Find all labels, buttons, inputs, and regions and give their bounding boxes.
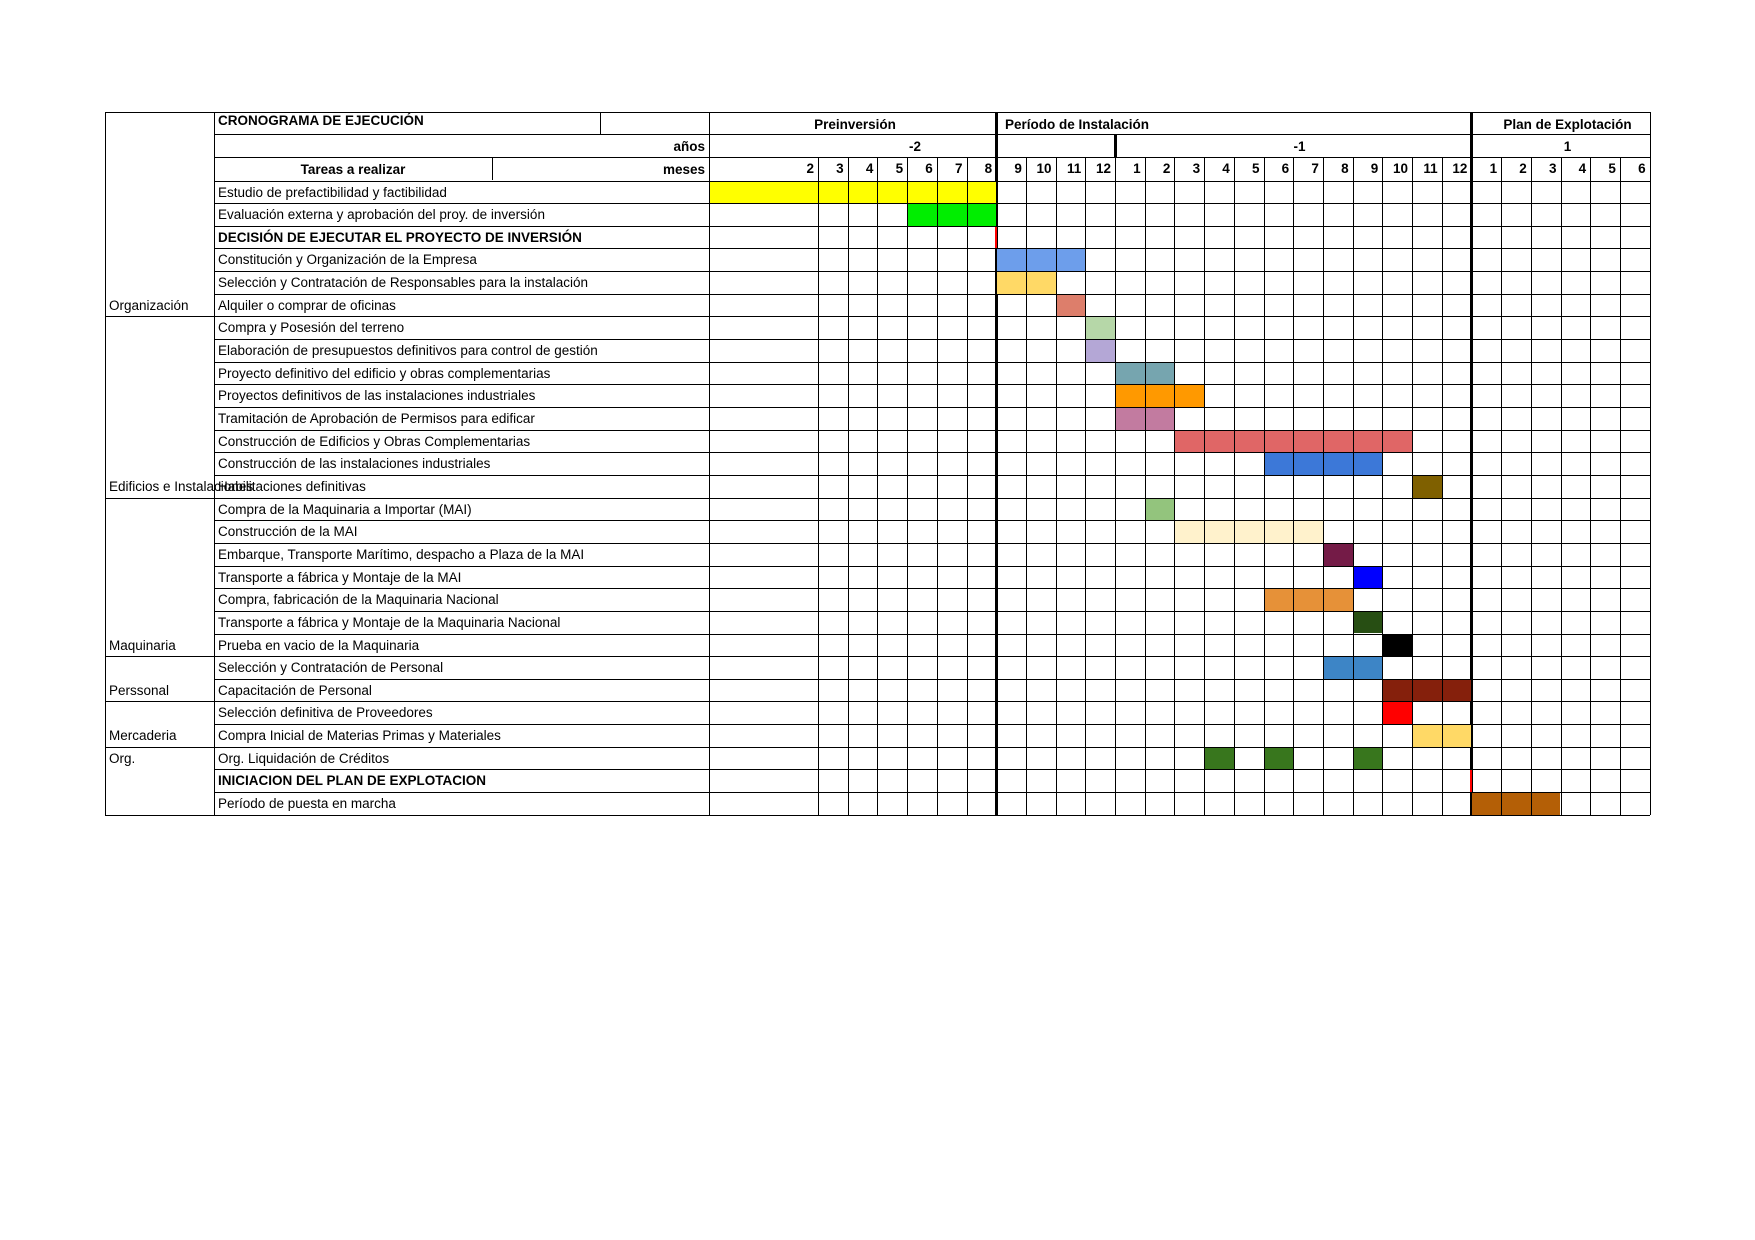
gantt-bar [710, 182, 996, 204]
task-label: Transporte a fábrica y Montaje de la Maquinaria Nacional [218, 614, 561, 630]
month-header: 12 [1452, 161, 1468, 177]
month-column-line [1204, 157, 1205, 815]
task-label: Tramitación de Aprobación de Permisos para edificar [218, 411, 535, 426]
bar-cell-divider [1353, 452, 1354, 475]
month-column-line [877, 157, 878, 815]
month-column-line [1353, 157, 1354, 815]
gantt-bar [1086, 340, 1115, 362]
group-separator [105, 701, 214, 702]
month-column-line [1561, 157, 1562, 815]
bar-cell-divider [1531, 792, 1532, 815]
task-label: Transporte a fábrica y Montaje de la MAI [218, 569, 462, 585]
group-label: Edificios e Instalaciones [109, 478, 254, 494]
task-label: DECISIÓN DE EJECUTAR EL PROYECTO DE INVERSIÓN [218, 229, 582, 245]
month-column-line [818, 157, 819, 815]
gantt-bar [1383, 635, 1412, 657]
month-header: 2 [1162, 161, 1171, 177]
period-divider [1470, 112, 1473, 815]
month-column-line [1085, 157, 1086, 815]
month-header: 8 [984, 161, 993, 177]
bar-cell-divider [1145, 407, 1146, 430]
milestone-marker [995, 227, 997, 249]
task-label: Compra Inicial de Materias Primas y Materiales [218, 728, 501, 744]
gantt-bar [1265, 748, 1294, 770]
task-label: Capacitación de Personal [218, 682, 372, 698]
frame-top [105, 112, 1650, 113]
month-header: 8 [1341, 161, 1349, 177]
task-label: INICIACION DEL PLAN DE EXPLOTACION [218, 773, 487, 789]
gantt-bar [1086, 317, 1115, 339]
period-preinversion: Preinversión [814, 117, 896, 132]
group-separator [105, 316, 214, 317]
month-header: 1 [1489, 161, 1498, 177]
month-header: 6 [1281, 161, 1290, 177]
task-label: Selección y Contratación de Personal [218, 660, 444, 676]
month-header: 1 [1133, 161, 1141, 177]
frame-right [1650, 112, 1651, 815]
gantt-bar [1146, 499, 1175, 521]
task-label: Construcción de la MAI [218, 524, 358, 540]
gantt-bar [1354, 748, 1383, 770]
task-label: Período de puesta en marcha [218, 796, 396, 812]
bar-cell-divider [1145, 384, 1146, 407]
bar-cell-divider [1204, 520, 1205, 543]
gantt-bar [1265, 589, 1353, 611]
month-column-line [1442, 157, 1443, 815]
month-column-line [1531, 157, 1532, 815]
month-header: 7 [954, 161, 963, 177]
month-header: 5 [1608, 161, 1616, 177]
gantt-bar [997, 249, 1085, 271]
month-header: 3 [1548, 161, 1557, 177]
group-label: Maquinaria [109, 637, 176, 653]
task-label: Compra de la Maquinaria a Importar (MAI) [218, 501, 472, 517]
month-header: 10 [1036, 161, 1052, 177]
year-minus-2: -2 [908, 139, 921, 154]
group-separator [105, 656, 214, 657]
month-column-line [1115, 157, 1116, 815]
year-minus-1: -1 [1293, 139, 1306, 154]
gantt-bar [908, 204, 996, 226]
bar-cell-divider [1264, 430, 1265, 453]
gantt-bar [1057, 295, 1086, 317]
month-header: 4 [1578, 161, 1587, 177]
bar-cell-divider [1026, 271, 1027, 294]
bar-cell-divider [1353, 656, 1354, 679]
month-header: 6 [1638, 161, 1646, 177]
month-header: 6 [925, 161, 933, 177]
tasks-header: Tareas a realizar [300, 162, 406, 177]
group-label: Organización [109, 297, 189, 313]
month-header: 9 [1014, 161, 1022, 177]
bar-cell-divider [967, 203, 968, 226]
gantt-bar [1354, 567, 1383, 589]
bar-cell-divider [1264, 520, 1265, 543]
month-header: 2 [806, 161, 814, 177]
month-column-line [1234, 157, 1235, 815]
month-header: 10 [1392, 161, 1408, 177]
bar-cell-divider [1501, 792, 1502, 815]
bar-cell-divider [1412, 679, 1413, 702]
month-header: 11 [1067, 161, 1082, 177]
month-header: 9 [1370, 161, 1379, 177]
bar-cell-divider [1026, 248, 1027, 271]
task-label: Proyecto definitivo del edificio y obras complementarias [218, 365, 551, 381]
header-line-1 [214, 134, 1650, 135]
task-label: Selección definitiva de Proveedores [218, 705, 433, 721]
bar-cell-divider [1174, 384, 1175, 407]
bar-cell-divider [1442, 724, 1443, 747]
gantt-bar [1413, 476, 1442, 498]
period-explotacion: Plan de Explotación [1503, 117, 1632, 132]
bar-cell-divider [1293, 520, 1294, 543]
group-label: Perssonal [109, 682, 170, 698]
bar-cell-divider [937, 181, 938, 204]
month-header: 3 [1192, 161, 1201, 177]
task-label: Compra, fabricación de la Maquinaria Nacional [218, 592, 499, 608]
month-column-line [1145, 157, 1146, 815]
years-label: años [673, 139, 705, 154]
months-label: meses [662, 162, 705, 177]
bar-cell-divider [1293, 452, 1294, 475]
month-header: 2 [1519, 161, 1527, 177]
gantt-bar [1354, 612, 1383, 634]
month-header: 4 [1222, 161, 1230, 177]
year-1: 1 [1563, 139, 1572, 154]
gantt-bar [1175, 521, 1323, 543]
task-label: Compra y Posesión del terreno [218, 320, 405, 336]
task-label: Org. Liquidación de Créditos [218, 750, 390, 766]
milestone-marker [1470, 770, 1472, 792]
task-column-divider [709, 112, 710, 815]
bar-cell-divider [877, 181, 878, 204]
bar-cell-divider [1293, 588, 1294, 611]
month-column-line [967, 157, 968, 815]
bar-cell-divider [1204, 430, 1205, 453]
bar-cell-divider [1293, 430, 1294, 453]
task-label: Prueba en vacio de la Maquinaria [218, 637, 420, 653]
month-column-line [1293, 157, 1294, 815]
task-label: Selección y Contratación de Responsables para la instalación [218, 275, 588, 291]
gantt-bar [1116, 385, 1204, 407]
task-label: Constitución y Organización de la Empresa [218, 252, 477, 268]
bar-cell-divider [1234, 430, 1235, 453]
gantt-bar [1472, 793, 1560, 815]
month-header: 4 [865, 161, 874, 177]
bar-cell-divider [1234, 520, 1235, 543]
month-column-line [1264, 157, 1265, 815]
month-header: 7 [1311, 161, 1319, 177]
bar-cell-divider [1323, 430, 1324, 453]
month-column-line [1620, 157, 1621, 815]
group-label: Org. [109, 750, 136, 766]
group-label: Mercaderia [109, 728, 177, 744]
bar-cell-divider [907, 181, 908, 204]
month-header: 5 [895, 161, 904, 177]
bar-cell-divider [937, 203, 938, 226]
bar-cell-divider [818, 181, 819, 204]
month-column-line [907, 157, 908, 815]
task-label: Elaboración de presupuestos definitivos para control de gestión [218, 343, 598, 359]
month-column-line [1590, 157, 1591, 815]
task-label: Construcción de las instalaciones industriales [218, 456, 491, 472]
bar-cell-divider [1145, 362, 1146, 385]
month-header: 12 [1095, 161, 1111, 177]
month-header: 5 [1251, 161, 1260, 177]
month-column-line [1323, 157, 1324, 815]
gantt-bar [1205, 748, 1234, 770]
bar-cell-divider [848, 181, 849, 204]
task-label: Proyectos definitivos de las instalaciones industriales [218, 388, 536, 404]
period-instalacion: Período de Instalación [1005, 117, 1150, 132]
task-label: Evaluación externa y aprobación del proy. de inversión [218, 207, 545, 223]
month-header: 3 [836, 161, 844, 177]
task-label: Embarque, Transporte Marítimo, despacho a Plaza de la MAI [218, 546, 585, 562]
gantt-bar [1383, 702, 1412, 724]
schedule-title: CRONOGRAMA DE EJECUCIÓN [218, 113, 424, 128]
task-label: Habilitaciones definitivas [218, 478, 366, 494]
month-column-line [848, 157, 849, 815]
month-column-line [1501, 157, 1502, 815]
bar-cell-divider [1442, 679, 1443, 702]
month-column-line [1174, 157, 1175, 815]
bar-cell-divider [1323, 452, 1324, 475]
gantt-bar [1324, 544, 1353, 566]
task-label: Construcción de Edificios y Obras Complementarias [218, 433, 531, 449]
tasks-header-divider [492, 157, 493, 180]
bar-cell-divider [1353, 430, 1354, 453]
month-header: 11 [1423, 161, 1438, 177]
task-label: Alquiler o comprar de oficinas [218, 297, 396, 313]
year-divider [1114, 134, 1117, 156]
bar-cell-divider [1056, 248, 1057, 271]
title-divider [600, 112, 601, 135]
bar-cell-divider [967, 181, 968, 204]
month-column-line [937, 157, 938, 815]
bar-cell-divider [1323, 588, 1324, 611]
task-label: Estudio de prefactibilidad y factibilidad [218, 184, 447, 200]
gantt-bar [1383, 680, 1471, 702]
frame-left [105, 112, 106, 815]
bar-cell-divider [1382, 430, 1383, 453]
